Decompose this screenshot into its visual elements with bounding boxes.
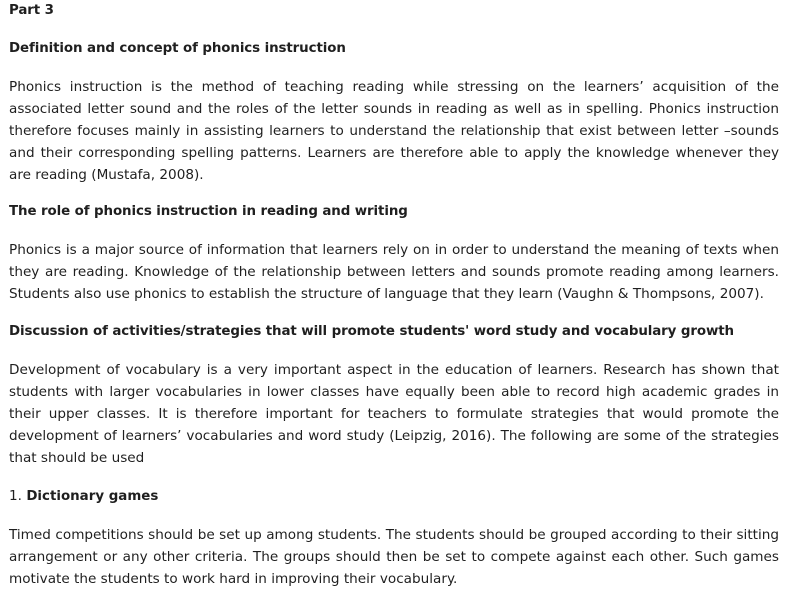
paragraph-discussion: Development of vocabulary is a very important aspect in the education of learners. Research has shown that students with larger vocabularies in lower classes have equally been able to record high academic grades in their upper classes. It is therefore important for teachers to formulate strategies that would promote the development of learners’ vocabularies and word study (Leipzig, 2016). The following are some of the strategies that should be used	[9, 362, 779, 466]
heading-role: The role of phonics instruction in reading and writing	[9, 204, 408, 219]
paragraph-definition: Phonics instruction is the method of teaching reading while stressing on the learners’ acquisition of the associated letter sound and the roles of the letter sounds in reading as well as in spelling. Phonics instruction therefore focuses mainly in assisting learners to understand the relationship that exist between letter –sounds and their corresponding spelling patterns. Learners are therefore able to apply the knowledge whenever they are reading (Mustafa, 2008).	[9, 79, 779, 183]
heading-definition: Definition and concept of phonics instruction	[9, 41, 346, 56]
list-item-title: Dictionary games	[26, 489, 159, 504]
heading-discussion: Discussion of activities/strategies that will promote students' word study and vocabulary growth	[9, 324, 734, 339]
part-label: Part 3	[9, 3, 54, 18]
list-item-number: 1.	[9, 488, 22, 504]
list-item-heading	[9, 485, 779, 508]
paragraph-role: Phonics is a major source of information that learners rely on in order to understand the meaning of texts when they are reading. Knowledge of the relationship between letters and sounds promote reading among learners. Students also use phonics to establish the structure of language that they learn (Vaughn & Thompsons, 2007).	[9, 242, 779, 302]
paragraph-dictionary-games: Timed competitions should be set up among students. The students should be grouped according to their sitting arrangement or any other criteria. The groups should then be set to compete against each other. Such games motivate the students to work hard in improving their vocabulary.	[9, 527, 779, 587]
